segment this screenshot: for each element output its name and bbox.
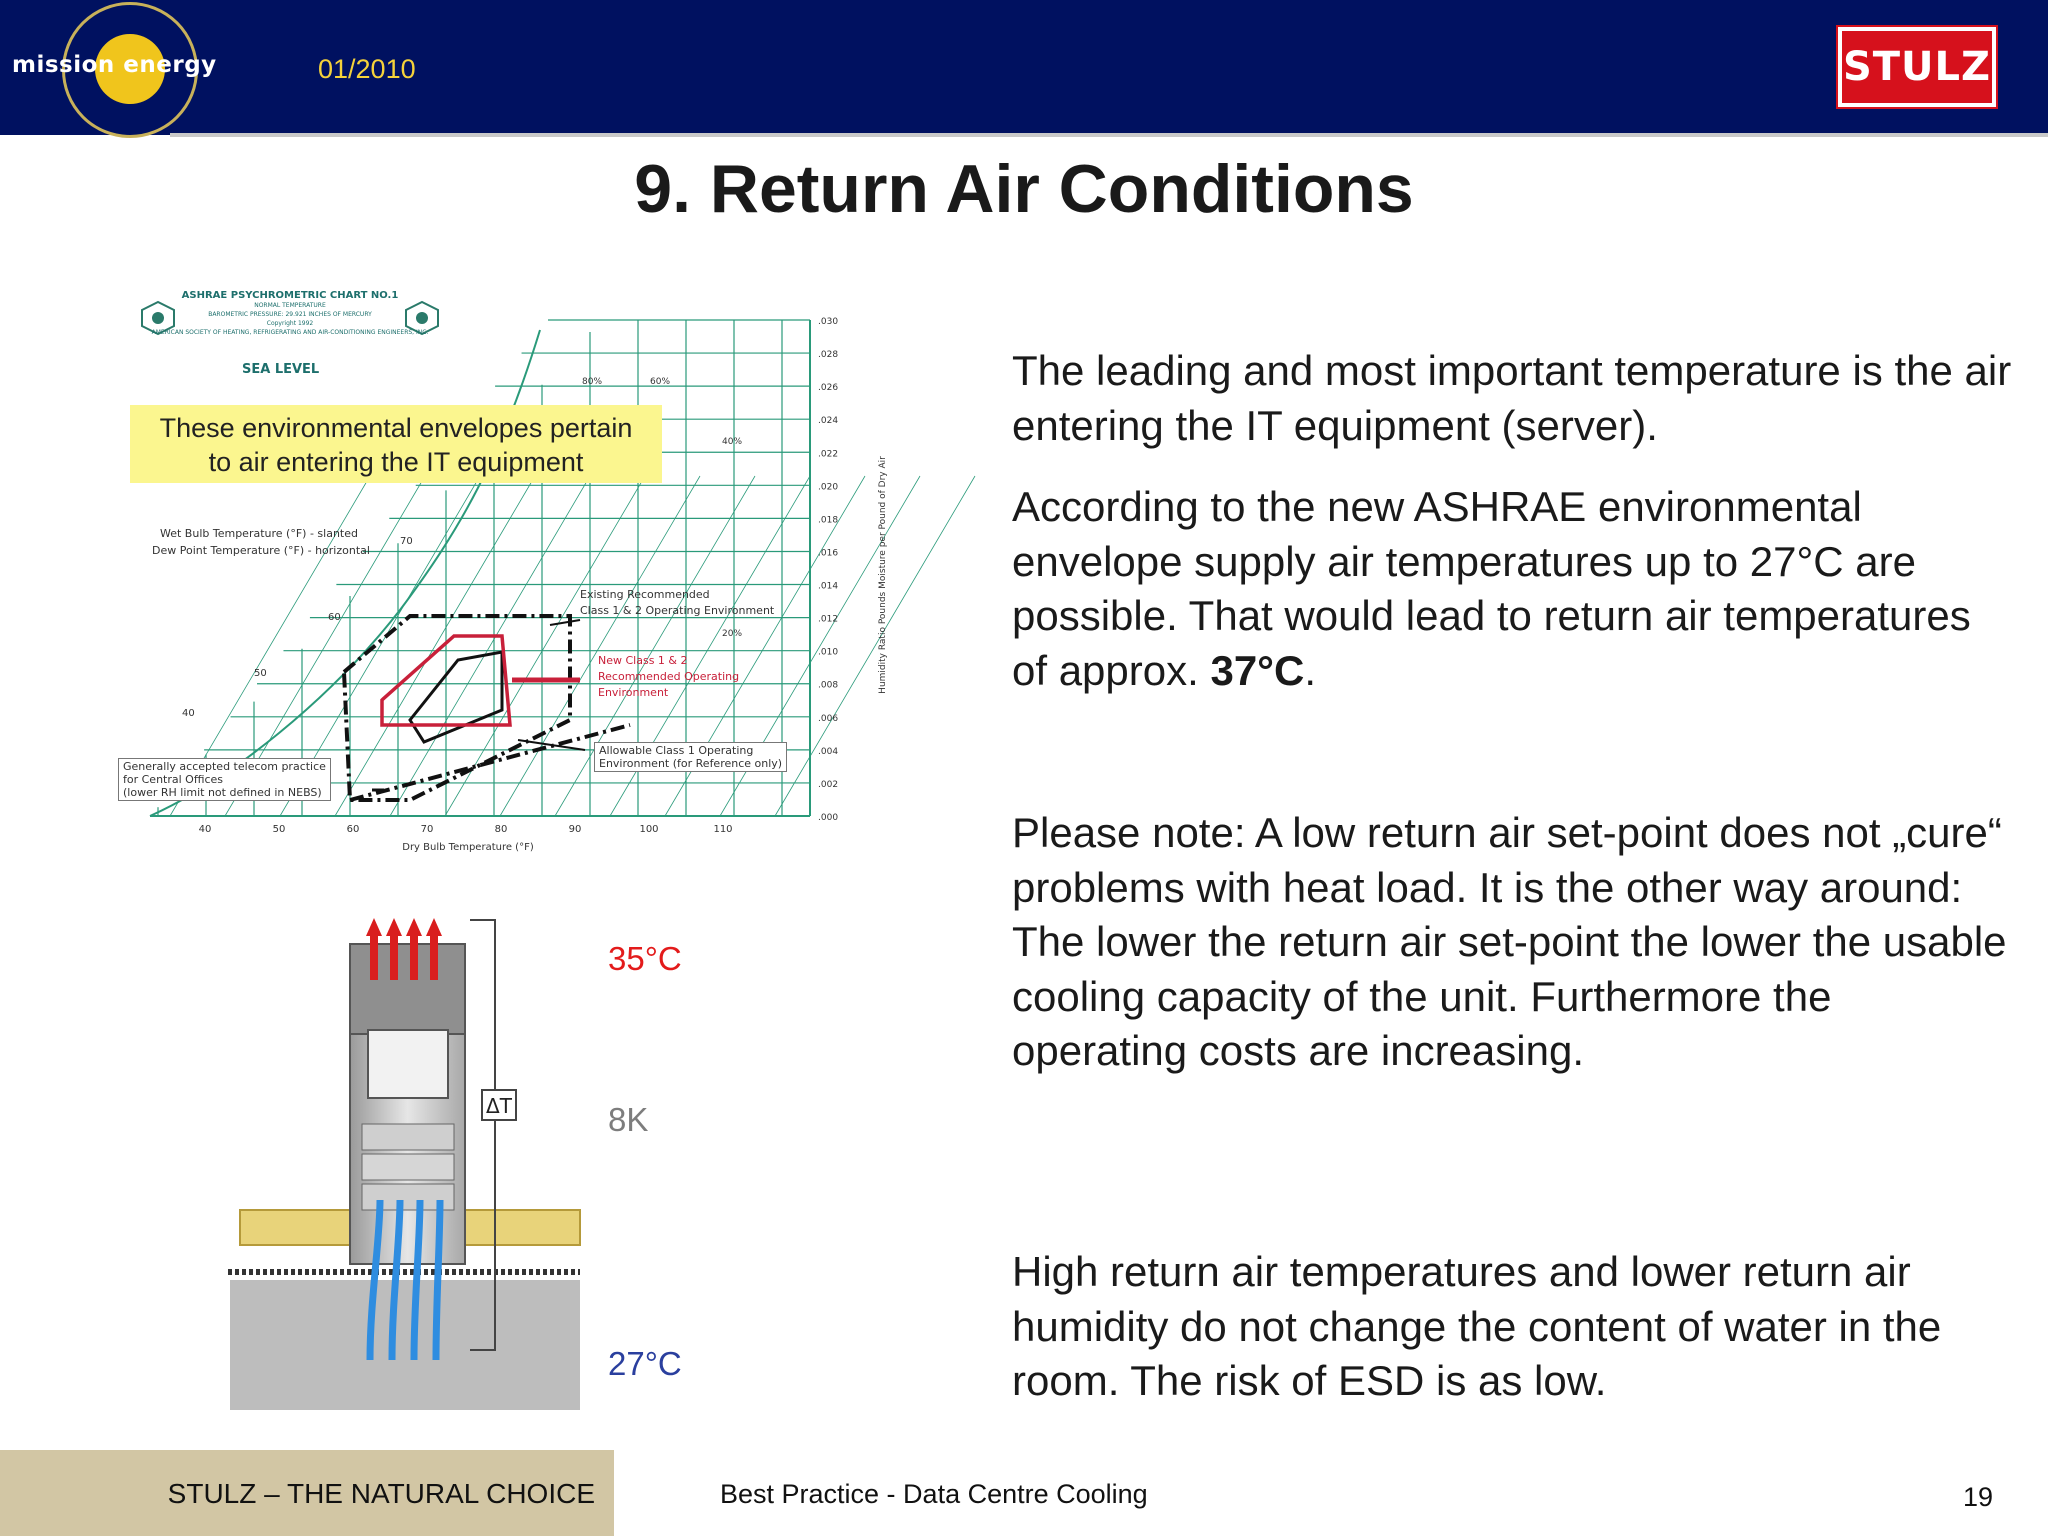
slide-title: 9. Return Air Conditions: [634, 151, 1414, 227]
grid-slant: [390, 476, 590, 816]
sea-level-label: SEA LEVEL: [242, 362, 320, 377]
header-divider: [170, 133, 2048, 137]
y-tick-label: .024: [818, 416, 839, 427]
paragraph-2-text: According to the new ASHRAE environmental envelope supply air temperatures up to 27°C are possible. That would lead to return air temperatures of approx.: [1012, 483, 1971, 694]
header-date: 01/2010: [318, 54, 416, 84]
new-label-3: Environment: [598, 686, 669, 699]
y-tick-labels: [818, 317, 838, 823]
header-bar: [0, 0, 2048, 135]
x-tick-label: 100: [639, 824, 659, 835]
y-tick-label: .022: [818, 449, 839, 460]
existing-envelope-arrow: [550, 620, 580, 625]
y-tick-label: .012: [818, 614, 839, 625]
y-tick-label: .002: [818, 779, 839, 790]
chart-heading: ASHRAE PSYCHROMETRIC CHART NO.1: [181, 290, 399, 301]
y-tick-label: .018: [818, 515, 839, 526]
mission-energy-logo: [0, 0, 250, 135]
telecom-label-3: (lower RH limit not defined in NEBS): [123, 786, 322, 799]
y-tick-label: .006: [818, 713, 839, 724]
allowable-label-1: Allowable Class 1 Operating: [599, 744, 754, 757]
rack-server-2: [362, 1154, 454, 1180]
wet-bulb-50: 50: [254, 668, 267, 679]
rh-label-20: 20%: [722, 629, 743, 639]
y-axis-label: Humidity Ratio Pounds Moisture per Pound of Dry Air: [878, 456, 888, 694]
wet-bulb-40: 40: [182, 708, 195, 719]
grid-slant: [335, 476, 535, 816]
telecom-label-box: [118, 758, 331, 801]
paragraph-1: The leading and most important temperature is the air entering the IT equipment (server).: [1012, 347, 2012, 449]
x-axis-label: Dry Bulb Temperature (°F): [402, 842, 534, 853]
cold-air-temperature: 27°C: [608, 1345, 682, 1382]
y-tick-label: .010: [818, 647, 839, 658]
rack-top-hot-zone: [350, 944, 465, 1034]
y-tick-label: .026: [818, 383, 839, 394]
wet-bulb-label: Wet Bulb Temperature (°F) - slanted: [160, 527, 358, 540]
y-tick-label: .016: [818, 548, 839, 559]
wet-bulb-70: 70: [400, 536, 413, 547]
allowable-label-2: Environment (for Reference only): [599, 757, 783, 770]
x-tick-label: 80: [494, 824, 508, 835]
allowable-envelope-arrow: [518, 740, 585, 750]
x-tick-label: 50: [272, 824, 286, 835]
x-tick-label: 40: [198, 824, 212, 835]
telecom-envelope: [350, 725, 630, 800]
callout-line-2: to air entering the IT equipment: [208, 447, 584, 477]
paragraph-2-end: .: [1304, 646, 1316, 694]
rh-label-60: 60%: [650, 377, 671, 387]
x-tick-labels: [199, 824, 733, 835]
rack-monitor: [368, 1030, 448, 1098]
y-tick-label: .030: [818, 317, 839, 327]
stulz-logo: STULZ: [1838, 27, 1996, 107]
existing-label-2: Class 1 & 2 Operating Environment: [580, 604, 775, 617]
wet-bulb-60: 60: [328, 612, 341, 623]
envelope-callout: [130, 405, 662, 483]
y-tick-label: .000: [818, 813, 839, 823]
delta-temperature: 8K: [608, 1101, 649, 1138]
existing-label-1: Existing Recommended: [580, 588, 710, 601]
page-number: 19: [1963, 1482, 1994, 1512]
y-tick-label: .020: [818, 482, 839, 493]
x-tick-label: 70: [420, 824, 434, 835]
y-tick-label: .028: [818, 350, 839, 361]
new-label-1: New Class 1 & 2: [598, 654, 688, 667]
telecom-label-2: for Central Offices: [123, 773, 224, 786]
x-tick-label: 110: [713, 824, 733, 835]
paragraph-3: Please note: A low return air set-point does not „cure“ problems with heat load. It is the other way around: The lower the return air set-point the lower the usable cooling capacity of the unit. Furthermore the operating costs are increasing.: [1012, 809, 2007, 1074]
x-tick-label: 60: [346, 824, 360, 835]
hot-air-temperature: 35°C: [608, 940, 682, 977]
rh-label-80: 80%: [582, 377, 603, 387]
saturation-curve: [150, 330, 540, 816]
chart-subheading-2: BAROMETRIC PRESSURE: 29.921 INCHES OF MERCURY: [208, 311, 372, 318]
paragraph-4: High return air temperatures and lower return air humidity do not change the content of water in the room. The risk of ESD is as low.: [1012, 1248, 1942, 1404]
y-tick-label: .014: [818, 581, 839, 592]
rack-server-1: [362, 1124, 454, 1150]
y-tick-label: .004: [818, 746, 839, 757]
rh-label-40: 40%: [722, 437, 743, 447]
telecom-label-1: Generally accepted telecom practice: [123, 760, 326, 773]
chart-subheading-4: AMERICAN SOCIETY OF HEATING, REFRIGERATING AND AIR-CONDITIONING ENGINEERS, INC.: [151, 329, 429, 336]
dew-point-label: Dew Point Temperature (°F) - horizontal: [152, 544, 370, 557]
grid-slant: [775, 476, 975, 816]
x-tick-label: 90: [568, 824, 582, 835]
footer-subtitle: Best Practice - Data Centre Cooling: [720, 1479, 1148, 1509]
allowable-label-box: [594, 742, 787, 772]
footer-tagline: STULZ – THE NATURAL CHOICE: [167, 1478, 595, 1509]
chart-subheading-3: Copyright 1992: [266, 320, 314, 327]
logo-text: mission energy: [12, 52, 217, 78]
chart-heading-block: [110, 290, 470, 337]
delta-t-symbol: ΔT: [486, 1094, 512, 1118]
new-label-2: Recommended Operating: [598, 670, 740, 683]
psychrometric-chart: [110, 280, 888, 860]
chart-subheading-1: NORMAL TEMPERATURE: [254, 302, 326, 309]
paragraph-2: [1012, 480, 2012, 698]
callout-line-1: These environmental envelopes pertain: [159, 413, 633, 443]
floor-slab: [230, 1280, 580, 1410]
paragraph-2-bold: 37°C: [1210, 646, 1305, 694]
y-tick-label: .008: [818, 680, 839, 691]
